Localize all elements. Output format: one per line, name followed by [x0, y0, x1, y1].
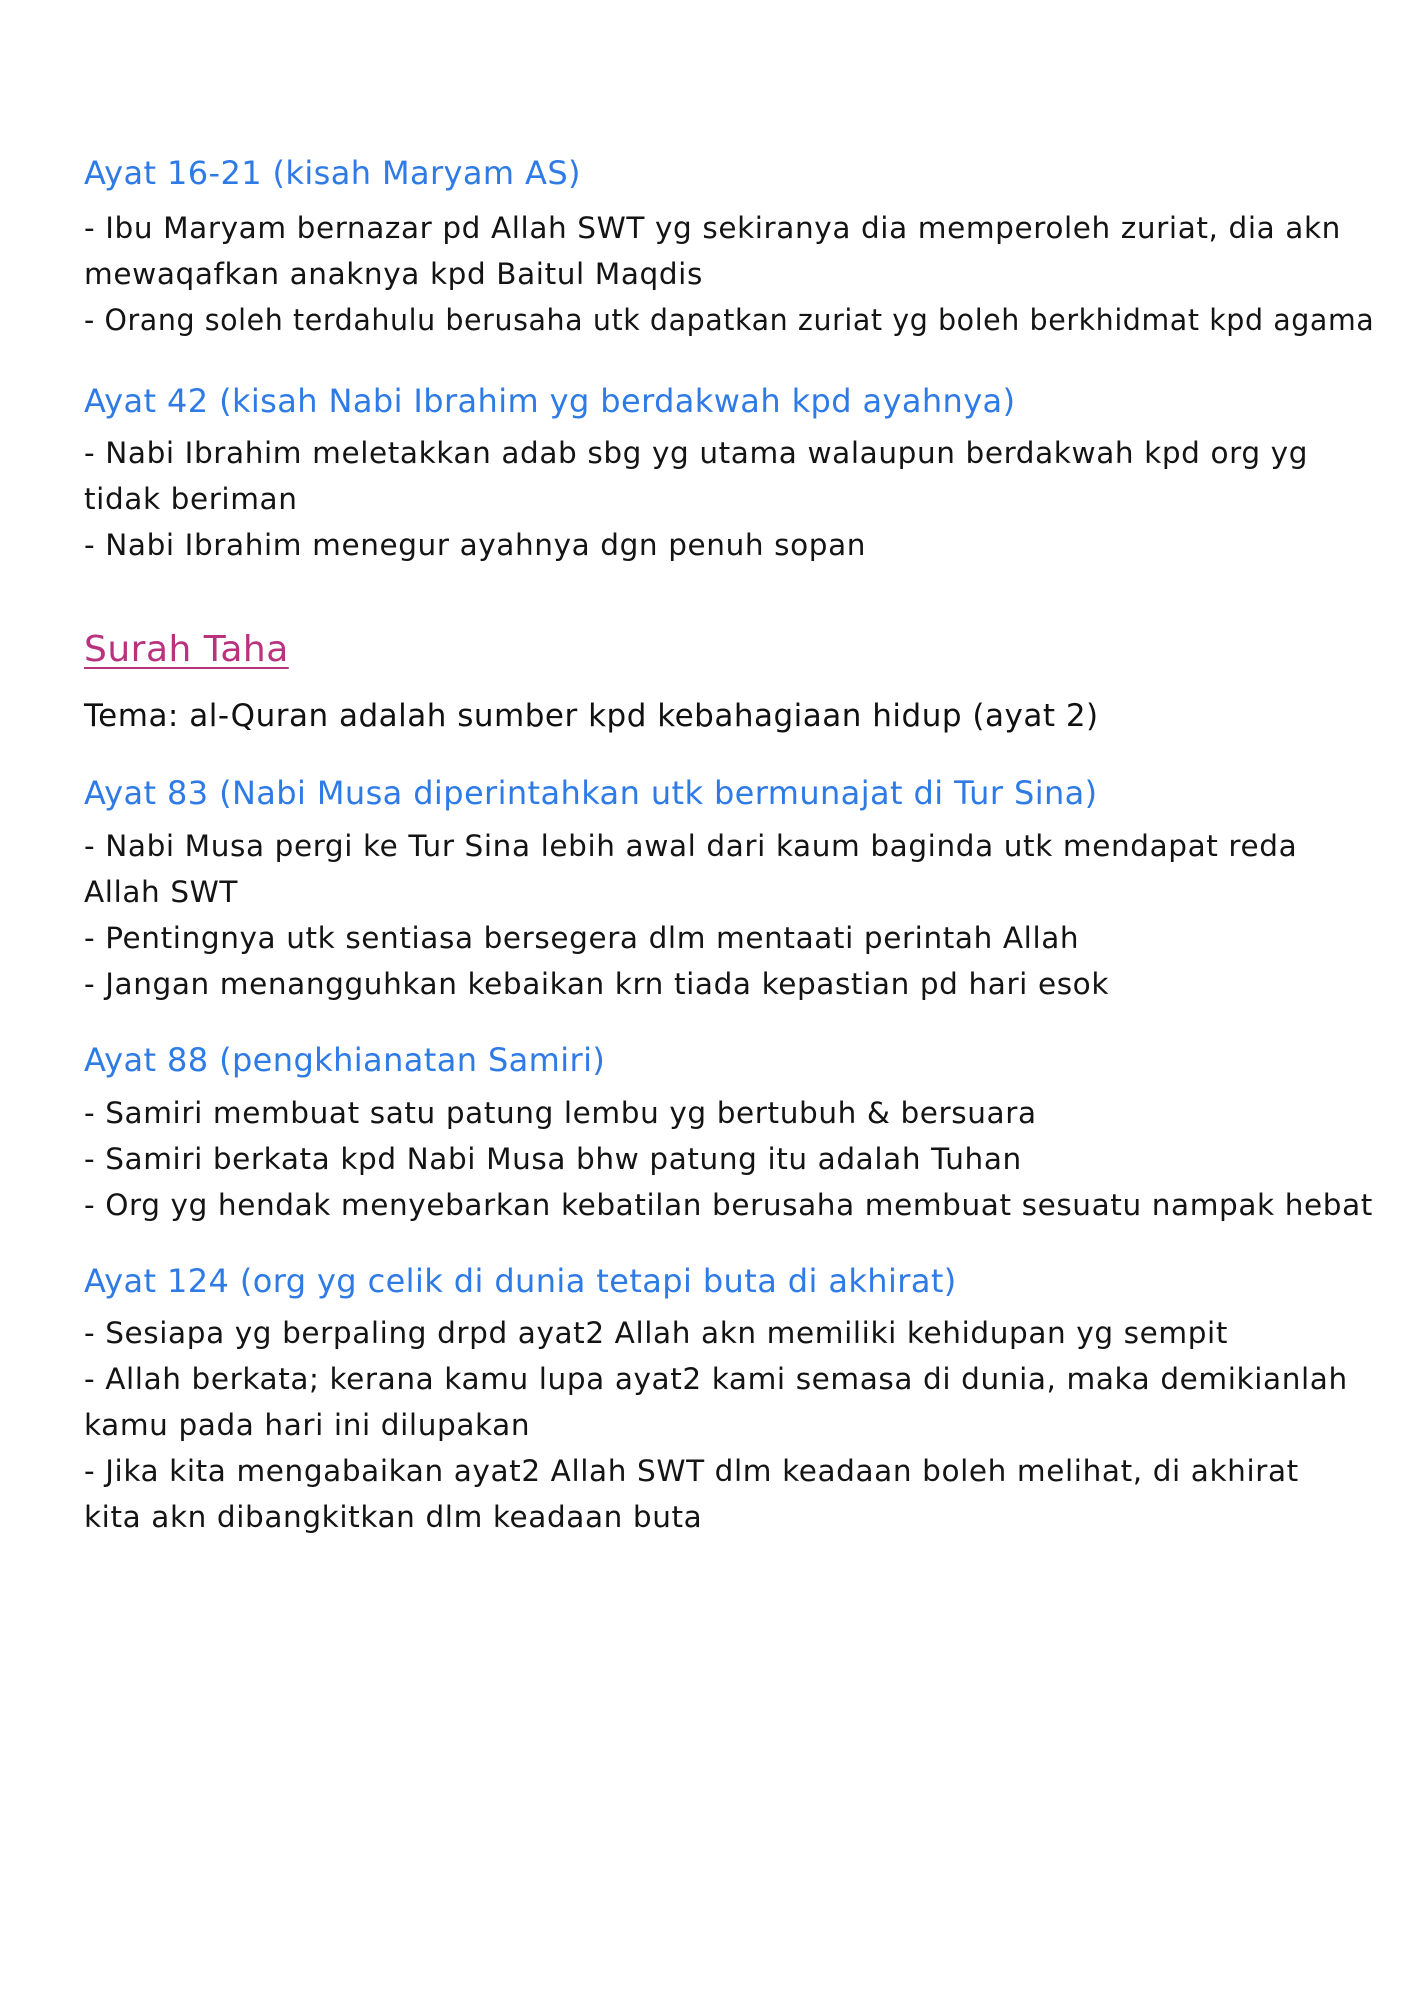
note-line: - Samiri berkata kpd Nabi Musa bhw patung itu adalah Tuhan — [84, 1142, 1022, 1176]
section-heading-ayat-88: Ayat 88 (pengkhianatan Samiri) — [84, 1041, 606, 1079]
note-line: - Nabi Ibrahim menegur ayahnya dgn penuh sopan — [84, 528, 867, 562]
note-line: - Jika kita mengabaikan ayat2 Allah SWT dlm keadaan boleh melihat, di akhirat — [84, 1454, 1299, 1488]
note-line: - Org yg hendak menyebarkan kebatilan berusaha membuat sesuatu nampak hebat — [84, 1188, 1373, 1222]
note-line: - Ibu Maryam bernazar pd Allah SWT yg sekiranya dia memperoleh zuriat, dia akn — [84, 211, 1341, 245]
section-heading-ayat-83: Ayat 83 (Nabi Musa diperintahkan utk bermunajat di Tur Sina) — [84, 774, 1098, 812]
note-line: - Nabi Musa pergi ke Tur Sina lebih awal dari kaum baginda utk mendapat reda — [84, 829, 1298, 863]
note-line: - Samiri membuat satu patung lembu yg bertubuh & bersuara — [84, 1096, 1037, 1130]
note-line: kamu pada hari ini dilupakan — [84, 1408, 531, 1442]
note-line: Allah SWT — [84, 875, 239, 909]
note-line: - Orang soleh terdahulu berusaha utk dapatkan zuriat yg boleh berkhidmat kpd agama — [84, 303, 1375, 337]
note-line: - Jangan menangguhkan kebaikan krn tiada kepastian pd hari esok — [84, 967, 1109, 1001]
note-line: kita akn dibangkitkan dlm keadaan buta — [84, 1500, 703, 1534]
section-heading-ayat-16-21: Ayat 16-21 (kisah Maryam AS) — [84, 154, 581, 192]
surah-title: Surah Taha — [84, 629, 289, 670]
note-line: - Sesiapa yg berpaling drpd ayat2 Allah akn memiliki kehidupan yg sempit — [84, 1316, 1228, 1350]
note-line: mewaqafkan anaknya kpd Baitul Maqdis — [84, 257, 703, 291]
section-heading-ayat-42: Ayat 42 (kisah Nabi Ibrahim yg berdakwah kpd ayahnya) — [84, 382, 1016, 420]
note-line: - Allah berkata; kerana kamu lupa ayat2 kami semasa di dunia, maka demikianlah — [84, 1362, 1348, 1396]
note-line: - Nabi Ibrahim meletakkan adab sbg yg utama walaupun berdakwah kpd org yg — [84, 436, 1309, 470]
section-heading-ayat-124: Ayat 124 (org yg celik di dunia tetapi buta di akhirat) — [84, 1262, 957, 1300]
note-line: tidak beriman — [84, 482, 298, 516]
surah-theme: Tema: al-Quran adalah sumber kpd kebahagiaan hidup (ayat 2) — [84, 698, 1099, 734]
note-line: - Pentingnya utk sentiasa bersegera dlm mentaati perintah Allah — [84, 921, 1080, 955]
